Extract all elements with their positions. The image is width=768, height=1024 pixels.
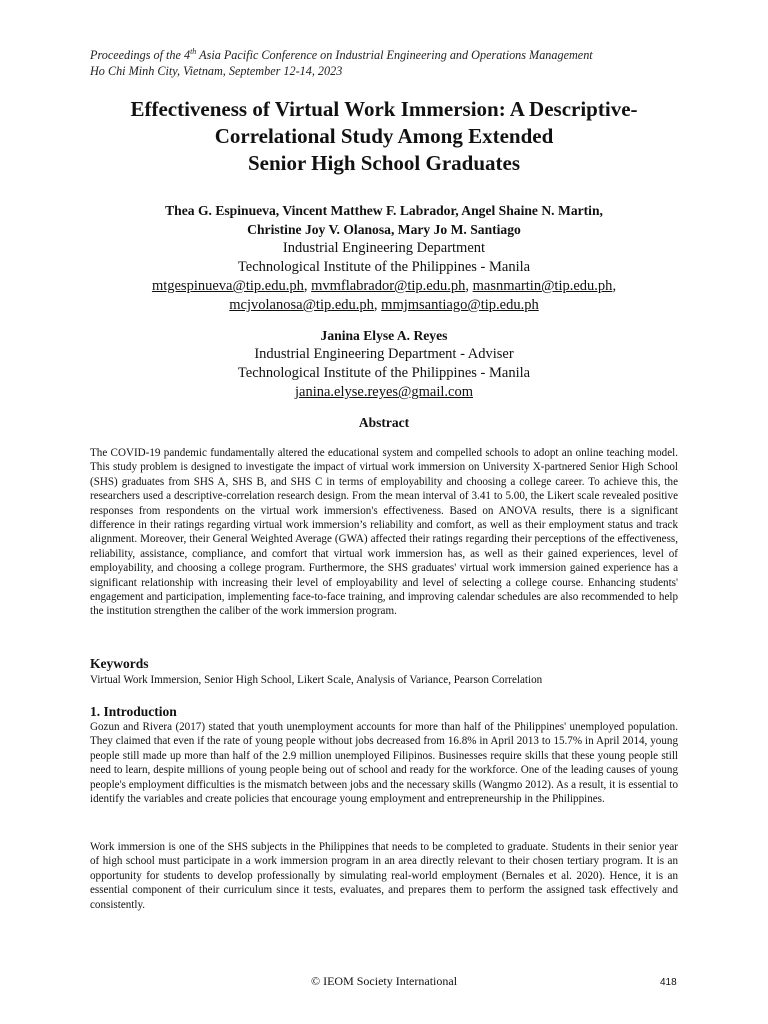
abstract-text: The COVID-19 pandemic fundamentally altered the educational system and compelled schools to adopt an online teaching model. This study problem is designed to investigate the impact of virtual work immersion on University X-partnered Senior High School (SHS) graduates from SHS A, SHS B, and SHS C in terms of employability and choosing a college career. To achieve this, the researchers used a descriptive-correlation research design. From the mean interval of 3.41 to 5.00, the Likert scale revealed positive responses from respondents on the virtual work immersion's effectiveness. Based on ANOVA results, there is a significant difference in their ratings regarding virtual work immersion’s reliability and comfort, as well as their employment status and track alignment. Moreover, their General Weighted Average (GWA) affected their ratings regarding their perceptions of the effectiveness, reliability, assistance, compliance, and comfort that virtual work immersion has, as well as their gained experiences, level of employability, and choosing a college program. Furthermore, the SHS graduates' virtual work immersion gained experience has a significant relationship with increasing their level of employability and level of selecting a college course. Enhancing students' engagement and participation, implementing face-to-face training, and improving calendar schedules are also recommended to help the institution strengthen the caliber of the work immersion program. (90, 447, 678, 618)
author-emails-line-2: mcjvolanosa@tip.edu.ph, mmjmsantiago@tip.edu.ph (229, 297, 539, 313)
email-link[interactable]: mcjvolanosa@tip.edu.ph (229, 297, 374, 313)
title-line-3: Senior High School Graduates (247, 151, 521, 175)
paper-title (84, 96, 684, 177)
header-line-1: Proceedings of the 4th Asia Pacific Conference on Industrial Engineering and Operations Management (90, 47, 593, 63)
introduction-heading: 1. Introduction (90, 704, 177, 719)
author-names-line-1: Thea G. Espinueva, Vincent Matthew F. Labrador, Angel Shaine N. Martin, (165, 203, 603, 218)
email-link[interactable]: masnmartin@tip.edu.ph (472, 278, 613, 294)
introduction-paragraph-1: Gozun and Rivera (2017) stated that youth unemployment accounts for more than half of the Philippines' unemployed population. They claimed that even if the rate of young people without jobs decreased from 16.8% in April 2013 to 15.7% in April 2014, young people still made up more than half of the 2.9 million unemployed Filipinos. Businesses require skills that these young people still need to learn, despite millions of young people being out of school and ready for the workforce. One of the leading causes of young people's employment difficulties is the mismatch between jobs and the necessary skills (Wangmo 2012). As a result, it is essential to identify the variables and create policies that encourage young employment and entrepreneurship in the Philippines. (90, 721, 678, 806)
adviser-institution: Technological Institute of the Philippines - Manila (237, 365, 531, 381)
keywords-text: Virtual Work Immersion, Senior High School, Likert Scale, Analysis of Variance, Pearson Correlation (90, 674, 543, 686)
author-block (84, 201, 684, 315)
adviser-email-link[interactable]: janina.elyse.reyes@gmail.com (294, 384, 474, 400)
header-line-2: Ho Chi Minh City, Vietnam, September 12-14, 2023 (90, 64, 343, 79)
email-link[interactable]: mvmflabrador@tip.edu.ph (311, 278, 466, 294)
author-department: Industrial Engineering Department (282, 240, 486, 256)
page-number: 418 (660, 977, 677, 988)
footer-copyright: © IEOM Society International (310, 974, 458, 988)
proceedings-header (90, 44, 690, 79)
email-link[interactable]: mmjmsantiago@tip.edu.ph (381, 297, 539, 313)
introduction-paragraph-2: Work immersion is one of the SHS subjects in the Philippines that needs to be completed to graduate. Students in their senior year of high school must participate in a work immersion program in an area directly relevant to their chosen tertiary program. It is an opportunity for students to develop professionally by simulating real-world employment (Bernales et al. 2020). Hence, it is an essential component of their curriculum since it tests, evaluates, and prepares them to perform the assigned task effectively and consistently. (90, 841, 678, 911)
adviser-block (84, 326, 684, 402)
title-line-1: Effectiveness of Virtual Work Immersion: A Descriptive- (130, 97, 638, 121)
abstract-heading: Abstract (358, 415, 410, 430)
title-line-2: Correlational Study Among Extended (214, 124, 554, 148)
adviser-department: Industrial Engineering Department - Adviser (254, 346, 514, 362)
keywords-heading: Keywords (90, 656, 149, 671)
email-link[interactable]: mtgespinueva@tip.edu.ph (151, 278, 304, 294)
adviser-name: Janina Elyse A. Reyes (320, 328, 448, 343)
author-institution: Technological Institute of the Philippines - Manila (237, 259, 531, 275)
author-names-line-2: Christine Joy V. Olanosa, Mary Jo M. Santiago (247, 222, 521, 237)
author-emails-line-1: mtgespinueva@tip.edu.ph, mvmflabrador@tip.edu.ph, masnmartin@tip.edu.ph, (151, 278, 617, 294)
